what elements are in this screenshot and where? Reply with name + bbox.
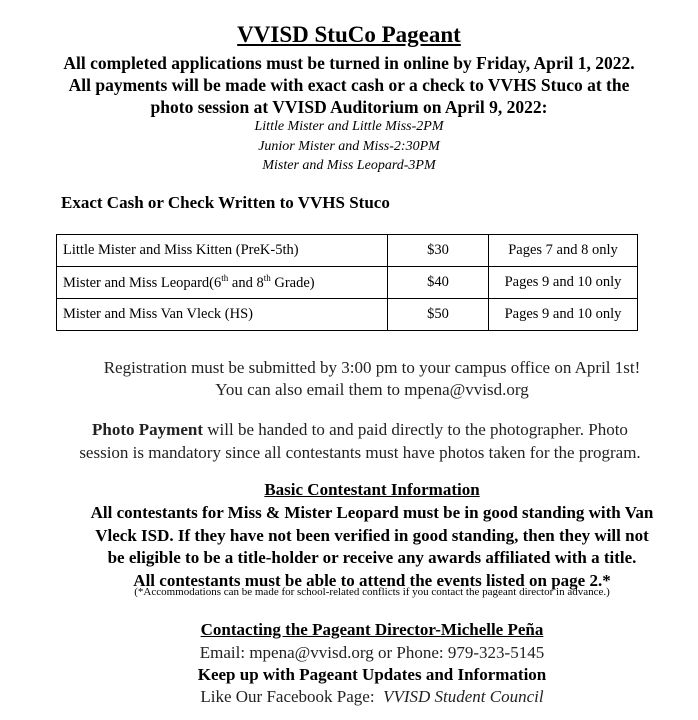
- session-line: Junior Mister and Miss-2:30PM: [258, 138, 440, 154]
- updates-heading: Keep up with Pageant Updates and Information: [197, 665, 547, 684]
- basic-info-heading: Basic Contestant Information: [264, 480, 480, 499]
- basic-info-line: be eligible to be a title-holder or receive any awards affiliated with a title.: [107, 548, 637, 567]
- session-schedule: [0, 117, 698, 176]
- contact-info: Email: mpena@vvisd.org or Phone: 979-323-5145: [199, 643, 545, 662]
- session-line: Mister and Miss Leopard-3PM: [262, 158, 436, 173]
- registration-line: You can also email them to mpena@vvisd.org: [215, 380, 529, 399]
- session-line: Little Mister and Little Miss-2PM: [254, 119, 444, 134]
- photo-payment-notice: Photo Payment will be handed to and paid directly to the photographer. Photo session is mandatory since all contestants must have photos taken for the program.: [20, 418, 698, 464]
- facebook-line: Like Our Facebook Page: VVISD Student Council: [200, 687, 544, 706]
- basic-info-line: All contestants for Miss & Mister Leopard must be in good standing with Van: [90, 503, 654, 522]
- basic-info-line: All contestants must be able to attend the events listed on page 2.*: [133, 570, 611, 590]
- registration-notice: [0, 357, 698, 401]
- fee-category: Little Mister and Miss Kitten (PreK-5th): [57, 235, 388, 267]
- intro-paragraph: [40, 52, 658, 118]
- fee-pages: Pages 9 and 10 only: [489, 267, 638, 299]
- fee-pages: Pages 7 and 8 only: [489, 235, 638, 267]
- intro-line: All completed applications must be turned in online by Friday, April 1, 2022.: [63, 53, 635, 73]
- fee-pages: Pages 9 and 10 only: [489, 299, 638, 331]
- intro-line: All payments will be made with exact cash or a check to VVHS Stuco at the: [68, 75, 630, 95]
- contact-heading: Contacting the Pageant Director-Michelle Peña: [200, 620, 544, 639]
- table-row: [57, 299, 638, 331]
- table-row: [57, 267, 638, 299]
- fee-category: Mister and Miss Van Vleck (HS): [57, 299, 388, 331]
- basic-info-body: [40, 502, 698, 592]
- page-title: VVISD StuCo Pageant: [237, 22, 461, 47]
- fee-price: $40: [388, 267, 489, 299]
- table-row: [57, 235, 638, 267]
- basic-info-line: Vleck ISD. If they have not been verified in good standing, then they will not: [95, 525, 649, 545]
- fee-price: $30: [388, 235, 489, 267]
- photo-payment-line: session is mandatory since all contestants must have photos taken for the program.: [79, 443, 641, 462]
- intro-line: photo session at VVISD Auditorium on April 9, 2022:: [150, 97, 548, 117]
- cash-heading: Exact Cash or Check Written to VVHS Stuco: [61, 193, 390, 212]
- fee-table: [56, 234, 638, 331]
- registration-line: Registration must be submitted by 3:00 pm to your campus office on April 1st!: [103, 358, 641, 377]
- accommodations-note: (*Accommodations can be made for school-related conflicts if you contact the pageant director in advance.): [134, 586, 610, 598]
- facebook-page-name: VVISD Student Council: [383, 687, 544, 706]
- fee-price: $50: [388, 299, 489, 331]
- fee-category: Mister and Miss Leopard(6th and 8th Grade): [57, 267, 388, 299]
- photo-payment-label: Photo Payment: [92, 420, 204, 439]
